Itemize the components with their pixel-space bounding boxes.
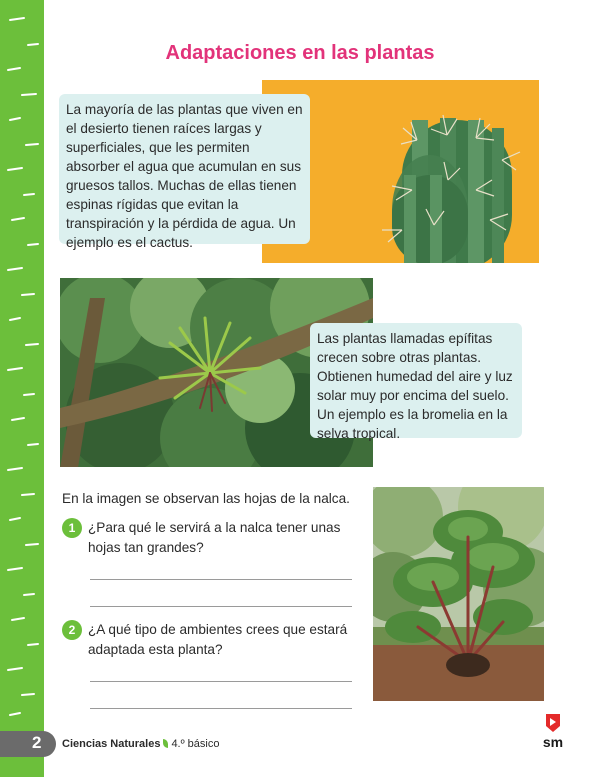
footer-grade: 4.º básico — [171, 738, 220, 750]
questions-intro: En la imagen se observan las hojas de la nalca. — [62, 491, 350, 506]
page-number-tab — [0, 731, 56, 757]
answer-line-1a[interactable] — [90, 579, 352, 580]
question-2-text: ¿A qué tipo de ambientes crees que estará adaptada esta planta? — [88, 622, 348, 657]
epiphyte-text: Las plantas llamadas epífitas crecen sobre otras plantas. Obtienen humedad del aire y luz solar muy por encima del suelo. Un ejemplo es la bromelia en la selva tropical. — [317, 331, 513, 441]
epiphyte-text-box — [310, 323, 522, 441]
footer-subject: Ciencias Naturales — [62, 738, 161, 750]
nalca-photo — [373, 487, 544, 701]
side-decoration-strip — [0, 0, 44, 777]
page-number: 2 — [32, 733, 42, 752]
sm-logo-text: sm — [542, 734, 564, 750]
answer-line-2a[interactable] — [90, 681, 352, 682]
footer-book-info — [62, 738, 219, 750]
question-2 — [62, 620, 362, 660]
question-1 — [62, 518, 362, 558]
leaf-icon — [163, 739, 168, 748]
page-title: Adaptaciones en las plantas — [165, 42, 435, 64]
sm-logo — [538, 712, 568, 752]
answer-line-2b[interactable] — [90, 708, 352, 709]
question-1-text: ¿Para qué le servirá a la nalca tener unas hojas tan grandes? — [88, 520, 341, 555]
question-2-number-badge: 2 — [62, 620, 82, 640]
question-1-number-badge: 1 — [62, 518, 82, 538]
cactus-text: La mayoría de las plantas que viven en el desierto tienen raíces largas y superficiales, que les permiten absorber el agua que acumulan en sus gruesos tallos. Muchas de ellas tienen espinas rígidas que evitan la transpiración y la pérdida de agua. Un ejemplo es el cactus. — [66, 102, 303, 250]
cactus-text-box — [59, 94, 310, 250]
answer-line-1b[interactable] — [90, 606, 352, 607]
